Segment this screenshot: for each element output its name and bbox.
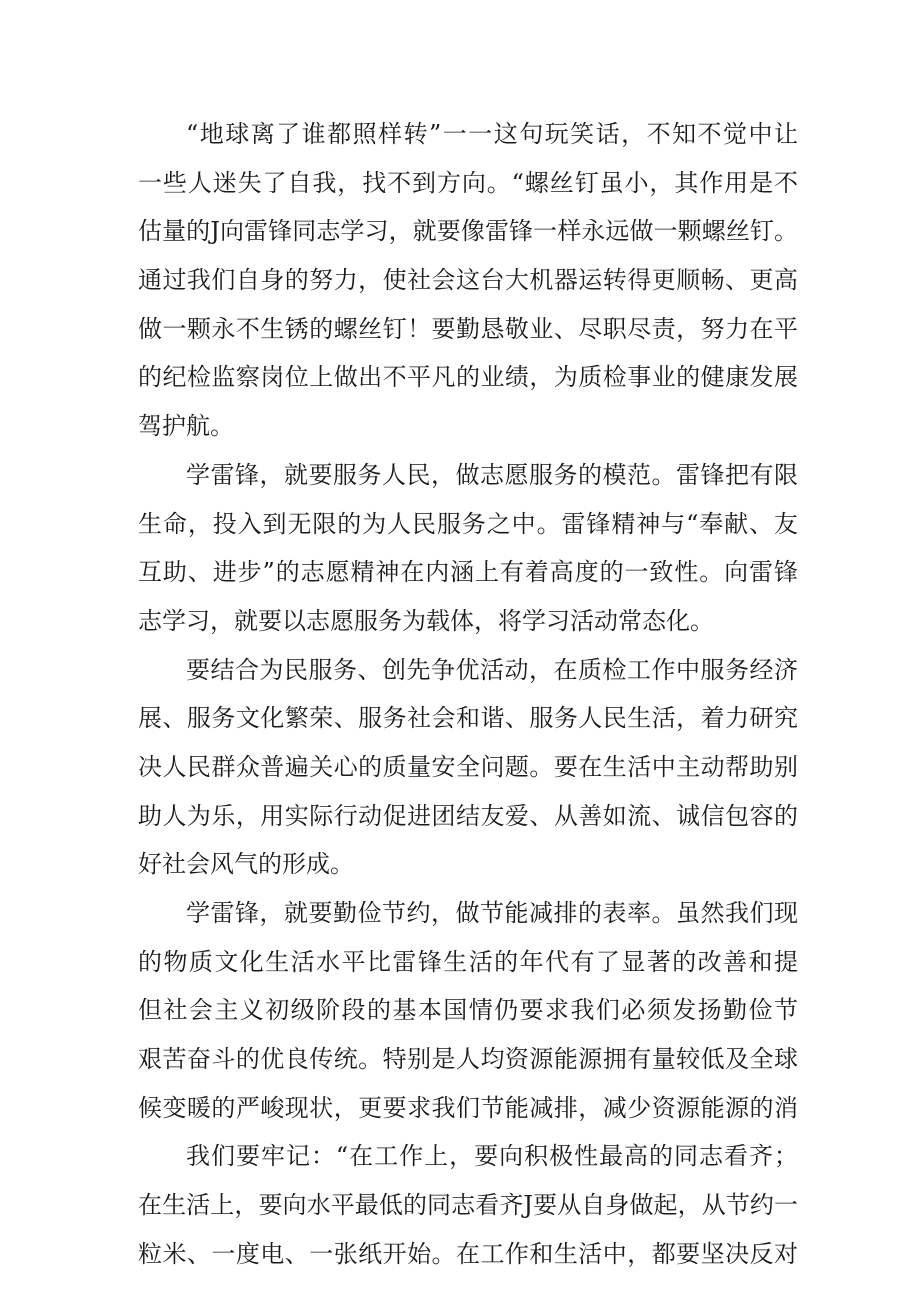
text-line: 要结合为民服务、创先争优活动，在质检工作中服务经济: [186, 655, 798, 684]
text-line: 通过我们自身的努力，使社会这台大机器运转得更顺畅、更高: [138, 266, 798, 295]
text-line: 估量的J向雷锋同志学习，就要像雷锋一样永远做一颗螺丝钉。: [138, 217, 798, 246]
text-line: 做一颗永不生锈的螺丝钉！要勤恳敬业、尽职尽责，努力在平: [138, 314, 798, 343]
text-line: 驾护航。: [138, 412, 234, 441]
text-line: 生命，投入到无限的为人民服务之中。雷锋精神与“奉献、友: [138, 509, 798, 538]
text-line: “地球离了谁都照样转”一一这句玩笑话，不知不觉中让: [186, 120, 798, 148]
text-line: 展、服务文化繁荣、服务社会和谐、服务人民生活，着力研究: [138, 704, 798, 733]
text-line: 学雷锋，就要勤俭节约，做节能减排的表率。虽然我们现: [186, 899, 798, 927]
text-line: 的物质文化生活水平比雷锋生活的年代有了显著的改善和提: [138, 947, 798, 976]
text-line: 在生活上，要向水平最低的同志看齐J要从自身做起，从节约一: [138, 1191, 798, 1220]
text-line: 好社会风气的形成。: [138, 850, 354, 879]
text-line: 的纪检监察岗位上做出不平凡的业绩，为质检事业的健康发展: [138, 363, 798, 392]
text-line: 学雷锋，就要服务人民，做志愿服务的模范。雷锋把有限: [186, 460, 798, 489]
text-line: 艰苦奋斗的优良传统。特别是人均资源能源拥有量较低及全球: [138, 1045, 798, 1074]
text-line: 志学习，就要以志愿服务为载体，将学习活动常态化。: [138, 606, 714, 635]
text-line: 决人民群众普遍关心的质量安全问题。要在生活中主动帮助别: [138, 752, 798, 781]
text-line: 助人为乐，用实际行动促进团结友爱、从善如流、诚信包容的: [138, 801, 798, 830]
text-line: 一些人迷失了自我，找不到方向。“螺丝钉虽小，其作用是不: [138, 168, 798, 197]
text-line: 但社会主义初级阶段的基本国情仍要求我们必须发扬勤俭节: [138, 996, 798, 1025]
text-line: 粒米、一度电、一张纸开始。在工作和生活中，都要坚决反对: [138, 1239, 798, 1268]
text-line: 我们要牢记：“在工作上，要向积极性最高的同志看齐；: [186, 1142, 798, 1171]
text-line: 互助、进步”的志愿精神在内涵上有着高度的一致性。向雷锋: [138, 558, 798, 587]
text-line: 候变暖的严峻现状，更要求我们节能减排，减少资源能源的消: [138, 1093, 798, 1122]
document-body: [138, 110, 798, 1279]
